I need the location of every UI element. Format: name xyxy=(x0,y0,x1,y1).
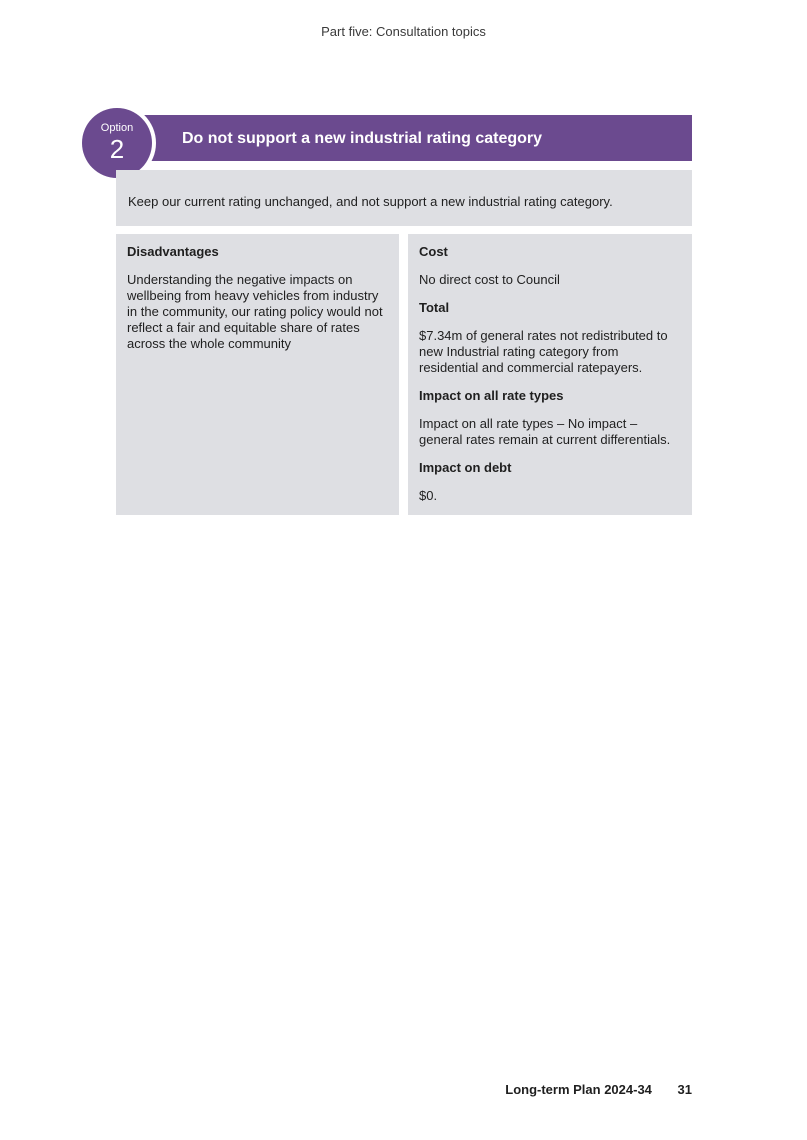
option-description: Keep our current rating unchanged, and not support a new industrial rating category. xyxy=(116,170,692,226)
total-text: $7.34m of general rates not redistributed to new Industrial rating category from residential and commercial ratepayers. xyxy=(419,328,668,375)
page-header: Part five: Consultation topics xyxy=(321,24,486,39)
option-title-bar xyxy=(116,115,692,161)
option-number: 2 xyxy=(109,134,125,164)
cost-text: No direct cost to Council xyxy=(419,272,560,287)
footer-plan-title: Long-term Plan 2024-34 xyxy=(505,1082,652,1097)
option-badge-circle xyxy=(82,108,152,178)
disadvantages-text: Understanding the negative impacts on wellbeing from heavy vehicles from industry in the community, our rating policy would not reflect a fair and equitable share of rates across the whole community xyxy=(127,272,383,351)
impact-debt-text: $0. xyxy=(419,488,438,503)
cost-panel xyxy=(408,234,692,515)
option-label: Option xyxy=(100,122,134,134)
cost-heading: Cost xyxy=(419,244,448,259)
impact-rates-text: Impact on all rate types – No impact – general rates remain at current differentials. xyxy=(419,416,671,447)
page-footer xyxy=(505,1082,692,1097)
impact-debt-heading: Impact on debt xyxy=(419,460,512,475)
impact-rates-heading: Impact on all rate types xyxy=(419,388,564,403)
page-number: 31 xyxy=(677,1082,692,1097)
option-title: Do not support a new industrial rating category xyxy=(182,130,543,147)
disadvantages-heading: Disadvantages xyxy=(127,244,219,259)
total-heading: Total xyxy=(419,300,450,315)
disadvantages-panel xyxy=(116,234,399,515)
